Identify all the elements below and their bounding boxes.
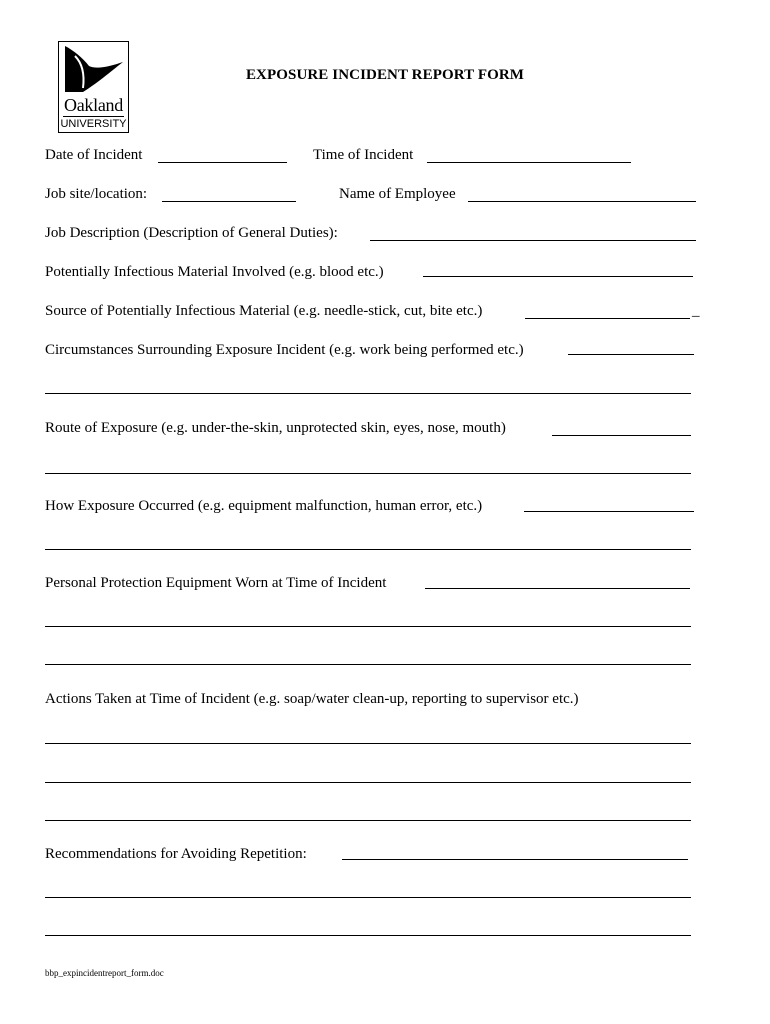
logo-name-university: UNIVERSITY (60, 118, 127, 130)
how-occurred-field[interactable] (524, 511, 694, 512)
form-title: EXPOSURE INCIDENT REPORT FORM (245, 67, 525, 83)
circumstances-label: Circumstances Surrounding Exposure Incident (e.g. work being performed etc.) (45, 342, 524, 358)
infectious-material-field[interactable] (423, 276, 693, 277)
actions-taken-line-2[interactable] (45, 782, 691, 783)
document-filename: bbp_expincidentreport_form.doc (45, 968, 164, 978)
recommendations-line-2[interactable] (45, 897, 691, 898)
name-of-employee-field[interactable] (468, 201, 696, 202)
actions-taken-line-3[interactable] (45, 820, 691, 821)
circumstances-line-2[interactable] (45, 393, 691, 394)
time-of-incident-field[interactable] (427, 162, 631, 163)
job-description-field[interactable] (370, 240, 696, 241)
logo-name-oakland: Oakland (64, 95, 123, 115)
actions-taken-line-1[interactable] (45, 743, 691, 744)
time-of-incident-label: Time of Incident (313, 147, 414, 163)
ppe-worn-field[interactable] (425, 588, 690, 589)
name-of-employee-label: Name of Employee (339, 186, 456, 202)
actions-taken-label: Actions Taken at Time of Incident (e.g. soap/water clean-up, reporting to supervisor etc.) (45, 691, 579, 707)
job-site-label: Job site/location: (45, 186, 148, 202)
source-material-field[interactable] (525, 318, 690, 319)
route-of-exposure-line-2[interactable] (45, 473, 691, 474)
ppe-worn-label: Personal Protection Equipment Worn at Time of Incident (45, 575, 387, 591)
recommendations-label: Recommendations for Avoiding Repetition: (45, 846, 307, 862)
source-material-label: Source of Potentially Infectious Material (e.g. needle-stick, cut, bite etc.) (45, 303, 483, 319)
job-description-label: Job Description (Description of General Duties): (45, 225, 338, 241)
oakland-university-logo (58, 41, 129, 133)
source-trailing-underscore: _ (692, 303, 700, 319)
logo-divider (63, 116, 124, 117)
ppe-worn-line-2[interactable] (45, 626, 691, 627)
job-site-field[interactable] (162, 201, 296, 202)
how-occurred-line-2[interactable] (45, 549, 691, 550)
date-of-incident-label: Date of Incident (45, 147, 143, 163)
circumstances-field[interactable] (568, 354, 694, 355)
infectious-material-label: Potentially Infectious Material Involved (e.g. blood etc.) (45, 264, 384, 280)
route-of-exposure-field[interactable] (552, 435, 691, 436)
route-of-exposure-label: Route of Exposure (e.g. under-the-skin, unprotected skin, eyes, nose, mouth) (45, 420, 506, 436)
recommendations-field[interactable] (342, 859, 688, 860)
date-of-incident-field[interactable] (158, 162, 287, 163)
ppe-worn-line-3[interactable] (45, 664, 691, 665)
how-occurred-label: How Exposure Occurred (e.g. equipment malfunction, human error, etc.) (45, 498, 483, 514)
recommendations-line-3[interactable] (45, 935, 691, 936)
